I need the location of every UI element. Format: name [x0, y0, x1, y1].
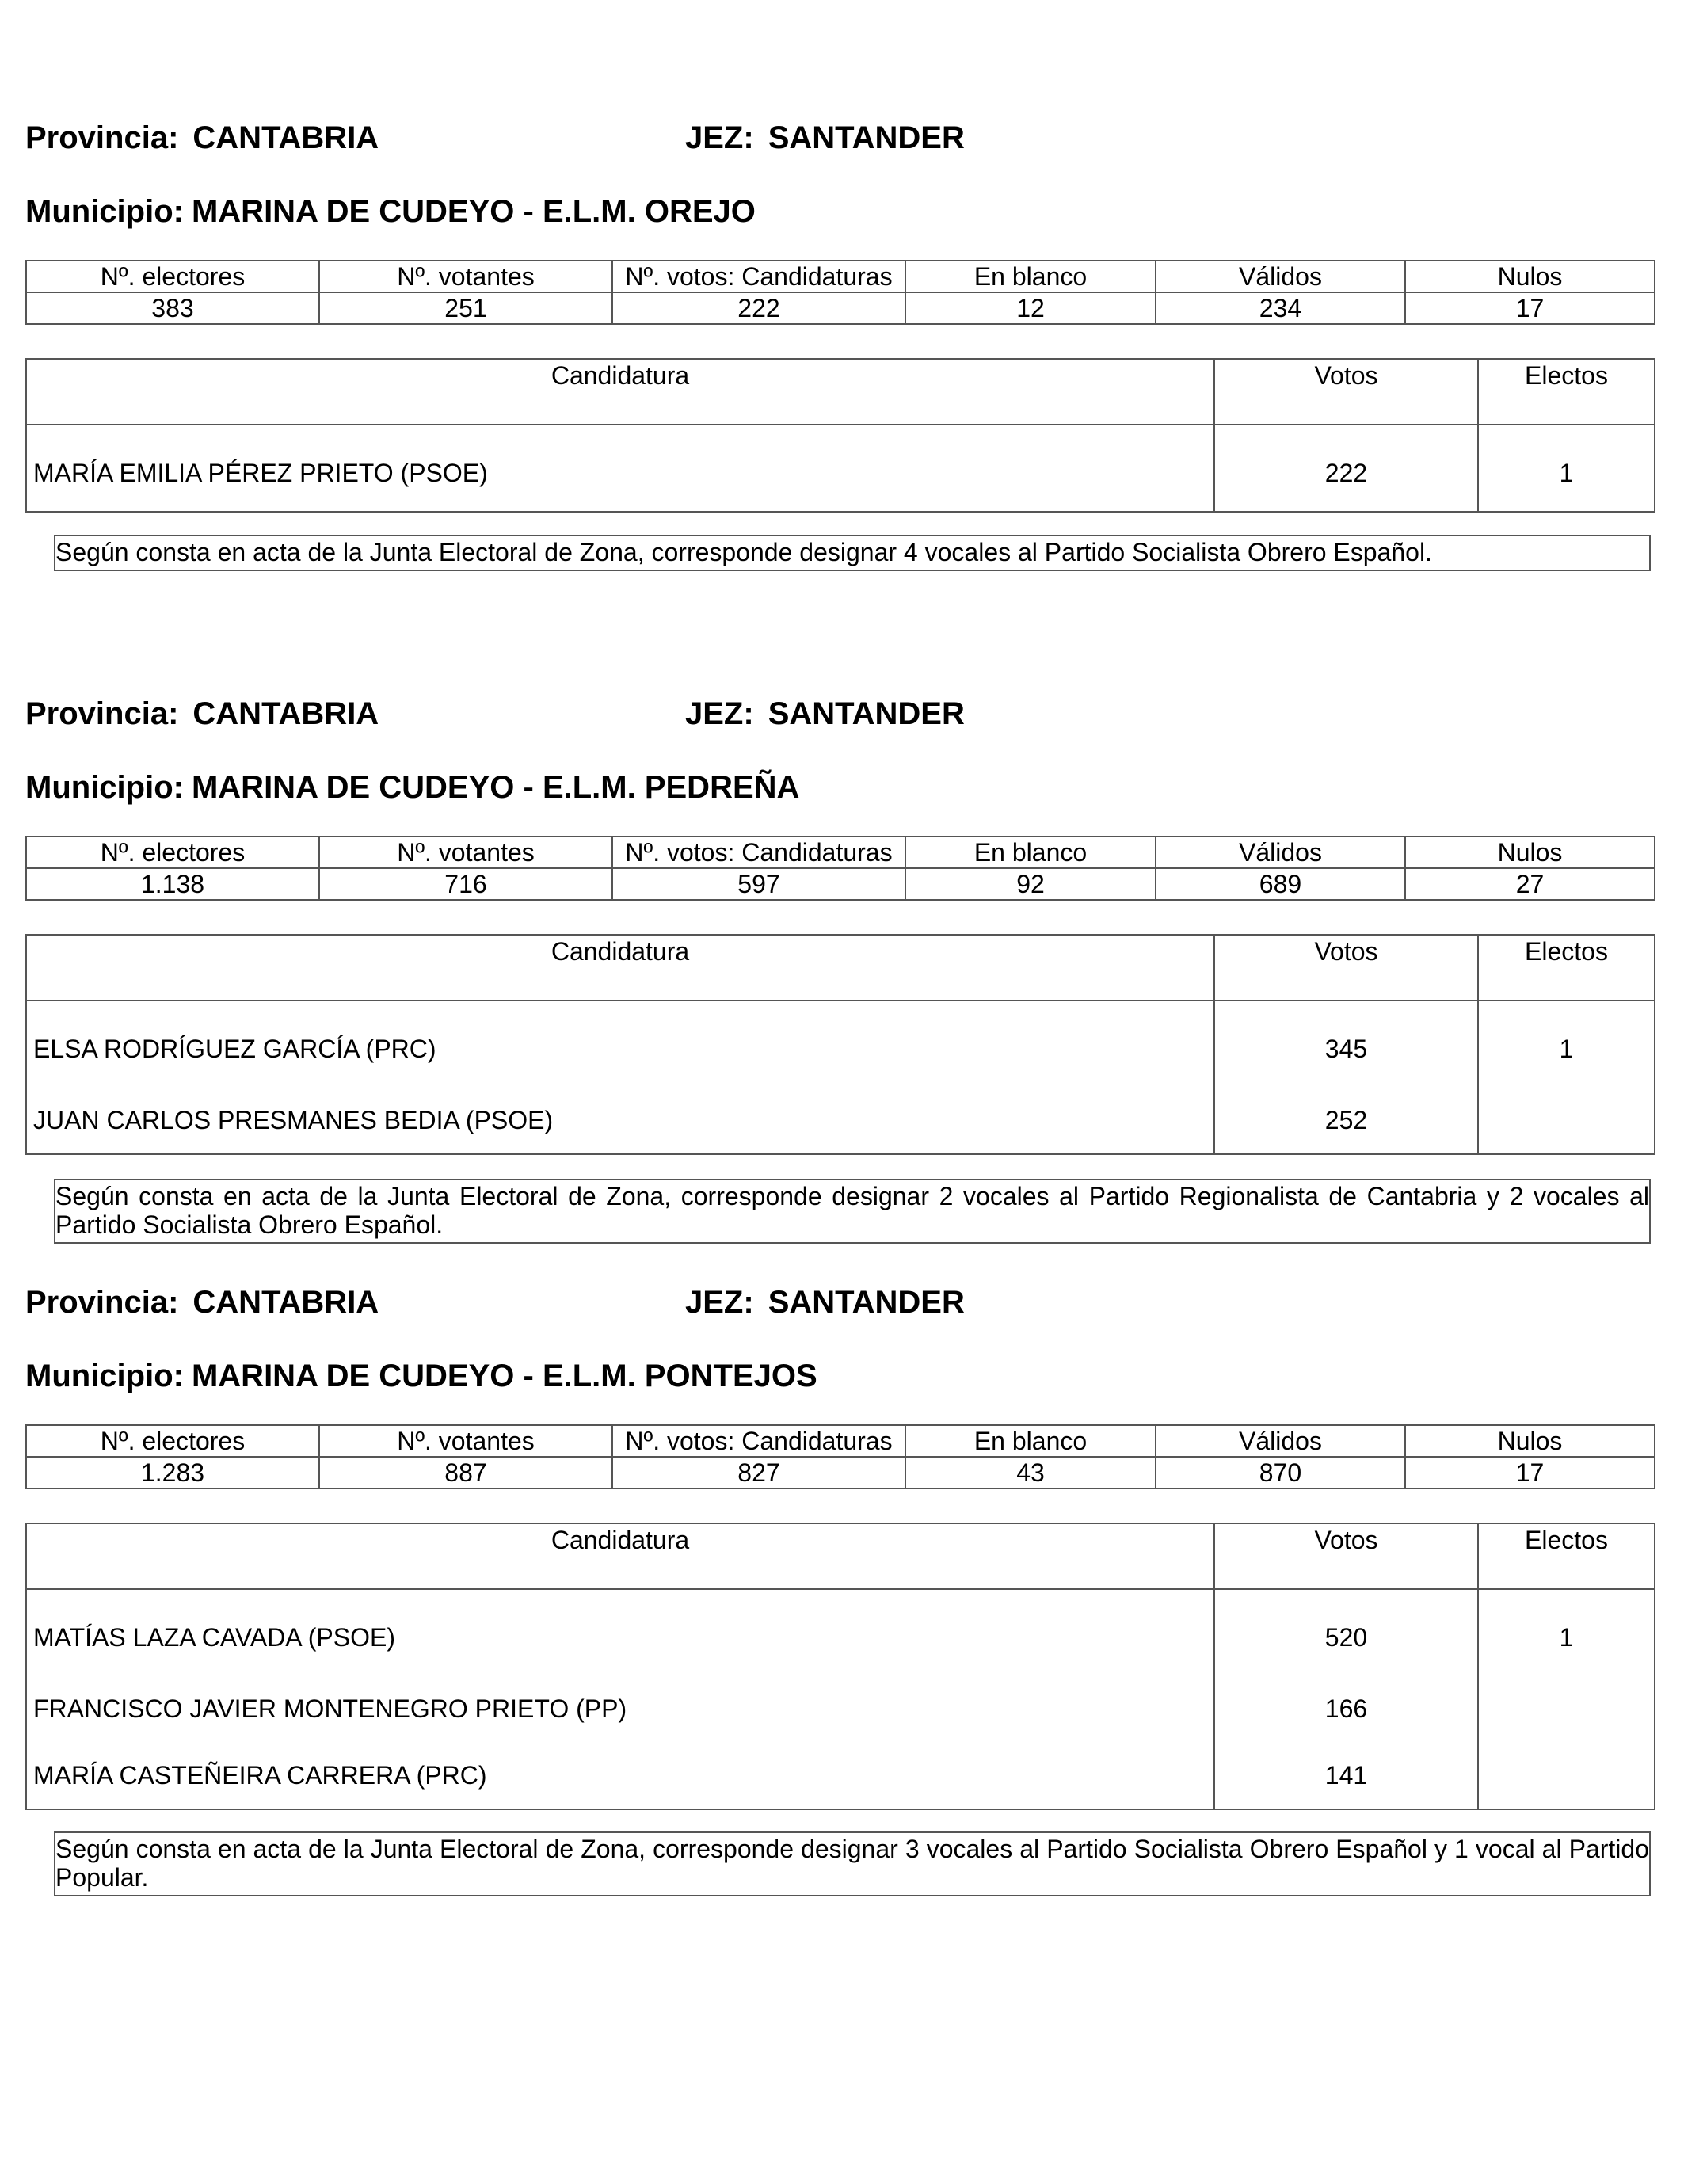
- designation-note: Según consta en acta de la Junta Electoral de Zona, corresponde designar 4 vocales al Partido Socialista Obrero Español.: [54, 535, 1651, 571]
- municipio-label: Municipio:: [25, 194, 184, 229]
- jez-value: SANTANDER: [768, 1285, 965, 1320]
- jez-label: JEZ:: [685, 120, 754, 155]
- stats-value: 17: [1405, 1457, 1655, 1488]
- candidate-votos: 520: [1214, 1589, 1478, 1675]
- stats-header: Nº. electores: [26, 837, 319, 868]
- stats-header: Nº. electores: [26, 1425, 319, 1457]
- jez-value: SANTANDER: [768, 120, 965, 155]
- candidate-votos: 141: [1214, 1742, 1478, 1809]
- provincia-label: Provincia:: [25, 120, 179, 155]
- stats-header-row: [26, 261, 1655, 292]
- stats-header: En blanco: [905, 1425, 1156, 1457]
- votos-header: Votos: [1214, 935, 1478, 1001]
- stats-header: Nº. votantes: [319, 1425, 612, 1457]
- stats-value: 17: [1405, 292, 1655, 324]
- municipio-label: Municipio:: [25, 1359, 184, 1393]
- stats-value: 27: [1405, 868, 1655, 900]
- candidate-votos: 222: [1214, 425, 1478, 512]
- candidate-electos: 1: [1478, 1001, 1655, 1087]
- candidate-electos: 1: [1478, 1589, 1655, 1675]
- stats-value: 383: [26, 292, 319, 324]
- stats-value: 870: [1156, 1457, 1405, 1488]
- municipio-line: [25, 1357, 817, 1395]
- stats-header: Válidos: [1156, 1425, 1405, 1457]
- stats-header: Nº. votos: Candidaturas: [612, 261, 905, 292]
- stats-value: 827: [612, 1457, 905, 1488]
- stats-table: [25, 836, 1655, 901]
- candidate-row: [26, 1087, 1655, 1154]
- stats-value: 716: [319, 868, 612, 900]
- candidate-name: ELSA RODRÍGUEZ GARCÍA (PRC): [26, 1001, 1214, 1087]
- municipio-value: MARINA DE CUDEYO - E.L.M. PONTEJOS: [191, 1359, 817, 1393]
- candidates-header-row: [26, 935, 1655, 1001]
- stats-header: Nulos: [1405, 261, 1655, 292]
- jez-line: [685, 1283, 965, 1321]
- stats-value-row: [26, 1457, 1655, 1488]
- stats-header: Válidos: [1156, 261, 1405, 292]
- electos-header: Electos: [1478, 359, 1655, 425]
- jez-label: JEZ:: [685, 696, 754, 731]
- municipio-value: MARINA DE CUDEYO - E.L.M. PEDREÑA: [191, 770, 800, 805]
- stats-value-row: [26, 868, 1655, 900]
- stats-header: Válidos: [1156, 837, 1405, 868]
- candidate-name: FRANCISCO JAVIER MONTENEGRO PRIETO (PP): [26, 1675, 1214, 1742]
- candidate-electos: 1: [1478, 425, 1655, 512]
- stats-value: 887: [319, 1457, 612, 1488]
- candidates-header-row: [26, 359, 1655, 425]
- candidate-votos: 252: [1214, 1087, 1478, 1154]
- candidates-header-row: [26, 1523, 1655, 1589]
- stats-value: 234: [1156, 292, 1405, 324]
- candidatura-header: Candidatura: [26, 1523, 1214, 1589]
- candidate-row: [26, 1589, 1655, 1675]
- stats-value-row: [26, 292, 1655, 324]
- candidates-table: [25, 358, 1655, 513]
- candidate-row: [26, 1001, 1655, 1087]
- jez-line: [685, 119, 965, 157]
- designation-note: Según consta en acta de la Junta Electoral de Zona, corresponde designar 2 vocales al Partido Regionalista de Cantabria y 2 vocales al Partido Socialista Obrero Español.: [54, 1179, 1651, 1244]
- provincia-value: CANTABRIA: [192, 120, 379, 155]
- stats-header: Nº. votantes: [319, 837, 612, 868]
- candidate-name: MARÍA CASTEÑEIRA CARRERA (PRC): [26, 1742, 1214, 1809]
- stats-header: Nº. votos: Candidaturas: [612, 1425, 905, 1457]
- stats-value: 1.283: [26, 1457, 319, 1488]
- municipio-value: MARINA DE CUDEYO - E.L.M. OREJO: [191, 194, 756, 229]
- votos-header: Votos: [1214, 1523, 1478, 1589]
- provincia-label: Provincia:: [25, 1285, 179, 1320]
- votos-header: Votos: [1214, 359, 1478, 425]
- candidatura-header: Candidatura: [26, 935, 1214, 1001]
- provincia-line: [25, 1283, 379, 1321]
- provincia-label: Provincia:: [25, 696, 179, 731]
- candidatura-header: Candidatura: [26, 359, 1214, 425]
- municipio-line: [25, 192, 756, 231]
- designation-note: Según consta en acta de la Junta Electoral de Zona, corresponde designar 3 vocales al Partido Socialista Obrero Español y 1 vocal al Partido Popular.: [54, 1831, 1651, 1896]
- candidate-electos: [1478, 1087, 1655, 1154]
- candidate-votos: 345: [1214, 1001, 1478, 1087]
- candidate-row: [26, 425, 1655, 512]
- candidates-table: [25, 1523, 1655, 1810]
- provincia-line: [25, 695, 379, 733]
- stats-header-row: [26, 1425, 1655, 1457]
- stats-header: Nº. electores: [26, 261, 319, 292]
- municipio-label: Municipio:: [25, 770, 184, 805]
- municipio-line: [25, 768, 799, 806]
- electos-header: Electos: [1478, 935, 1655, 1001]
- provincia-line: [25, 119, 379, 157]
- stats-value: 92: [905, 868, 1156, 900]
- candidate-name: JUAN CARLOS PRESMANES BEDIA (PSOE): [26, 1087, 1214, 1154]
- stats-value: 1.138: [26, 868, 319, 900]
- stats-value: 597: [612, 868, 905, 900]
- stats-header-row: [26, 837, 1655, 868]
- stats-header: Nulos: [1405, 837, 1655, 868]
- provincia-value: CANTABRIA: [192, 1285, 379, 1320]
- jez-line: [685, 695, 965, 733]
- candidate-votos: 166: [1214, 1675, 1478, 1742]
- jez-label: JEZ:: [685, 1285, 754, 1320]
- stats-table: [25, 1424, 1655, 1489]
- candidate-name: MARÍA EMILIA PÉREZ PRIETO (PSOE): [26, 425, 1214, 512]
- stats-table: [25, 260, 1655, 325]
- electos-header: Electos: [1478, 1523, 1655, 1589]
- stats-value: 43: [905, 1457, 1156, 1488]
- candidate-electos: [1478, 1742, 1655, 1809]
- candidates-table: [25, 934, 1655, 1155]
- stats-value: 689: [1156, 868, 1405, 900]
- stats-value: 222: [612, 292, 905, 324]
- provincia-value: CANTABRIA: [192, 696, 379, 731]
- candidate-row: [26, 1742, 1655, 1809]
- jez-value: SANTANDER: [768, 696, 965, 731]
- stats-value: 251: [319, 292, 612, 324]
- candidate-electos: [1478, 1675, 1655, 1742]
- stats-value: 12: [905, 292, 1156, 324]
- stats-header: En blanco: [905, 261, 1156, 292]
- candidate-name: MATÍAS LAZA CAVADA (PSOE): [26, 1589, 1214, 1675]
- stats-header: Nº. votantes: [319, 261, 612, 292]
- candidate-row: [26, 1675, 1655, 1742]
- stats-header: En blanco: [905, 837, 1156, 868]
- stats-header: Nº. votos: Candidaturas: [612, 837, 905, 868]
- stats-header: Nulos: [1405, 1425, 1655, 1457]
